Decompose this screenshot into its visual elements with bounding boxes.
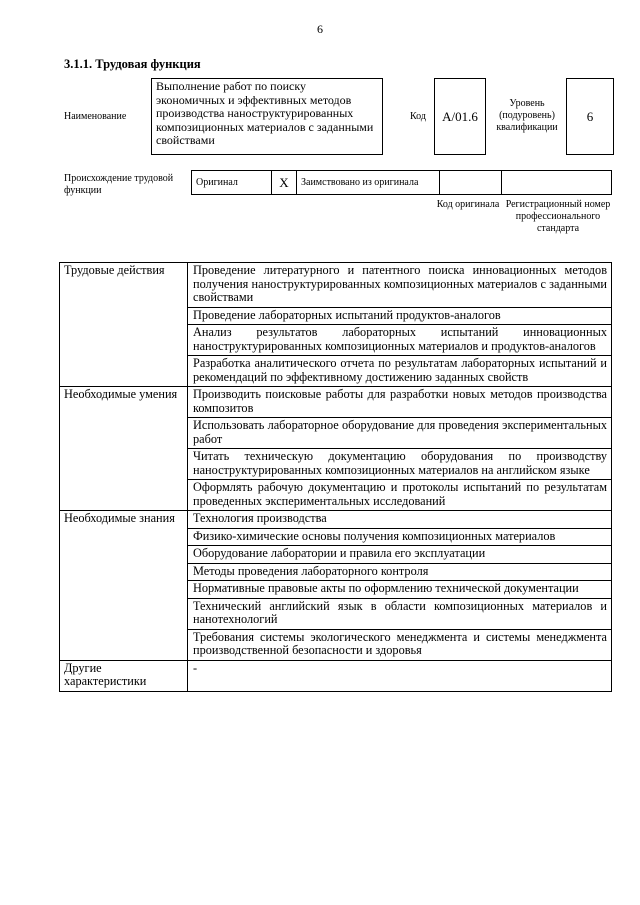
table-cell: Проведение лабораторных испытаний продуктов-аналогов <box>188 307 612 325</box>
row-label-other: Другие характеристики <box>60 660 188 691</box>
table-cell: Производить поисковые работы для разработки новых методов производства композитов <box>188 387 612 418</box>
table-cell: Оборудование лаборатории и правила его эксплуатации <box>188 546 612 564</box>
table-cell: Технический английский язык в области композиционных материалов и нанотехнологий <box>188 598 612 629</box>
table-cell: - <box>188 660 612 691</box>
original-mark: X <box>272 171 297 195</box>
origin-label: Происхождение трудовой функции <box>64 173 174 196</box>
code-value: A/01.6 <box>434 78 486 155</box>
function-name: Выполнение работ по поиску экономичных и эффективных методов производства наноструктурированных композиционных материалов с заданными свойствами <box>151 78 383 155</box>
table-cell: Разработка аналитического отчета по результатам лабораторных испытаний и рекомендаций по эффективному достижению заданных свойств <box>188 356 612 387</box>
page-number: 6 <box>317 22 323 36</box>
table-cell: Методы проведения лабораторного контроля <box>188 563 612 581</box>
borrowed-label: Заимствовано из оригинала <box>297 171 440 195</box>
origin-table <box>191 170 612 195</box>
name-label: Наименование <box>64 111 127 122</box>
function-table <box>59 262 612 692</box>
section-title: 3.1.1. Трудовая функция <box>64 57 201 71</box>
table-cell: Физико-химические основы получения композиционных материалов <box>188 528 612 546</box>
origin-reg-cell <box>502 171 612 195</box>
level-label: Уровень (подуровень) квалификации <box>496 98 558 133</box>
code-caption: Код оригинала <box>436 199 500 210</box>
table-cell: Нормативные правовые акты по оформлению технической документации <box>188 581 612 599</box>
original-label: Оригинал <box>192 171 272 195</box>
row-label-skills: Необходимые умения <box>60 387 188 511</box>
origin-code-cell <box>440 171 502 195</box>
table-cell: Анализ результатов лабораторных испытаний инновационных наноструктурированных композиционных материалов и продуктов-аналогов <box>188 325 612 356</box>
table-cell: Проведение литературного и патентного поиска инновационных методов получения наноструктурированных композиционных материалов с заданными свойствами <box>188 263 612 308</box>
level-value: 6 <box>566 78 614 155</box>
table-cell: Требования системы экологического менеджмента и системы менеджмента производственной безопасности и здоровья <box>188 629 612 660</box>
table-cell: Читать техническую документацию оборудования по производству наноструктурированных композиционных материалов на английском языке <box>188 449 612 480</box>
table-cell: Использовать лабораторное оборудование для проведения экспериментальных работ <box>188 418 612 449</box>
reg-caption: Регистрационный номер профессионального стандарта <box>505 199 611 234</box>
row-label-knowledge: Необходимые знания <box>60 511 188 661</box>
code-label: Код <box>410 111 426 122</box>
table-cell: Технология производства <box>188 511 612 529</box>
table-cell: Оформлять рабочую документацию и протоколы испытаний по результатам проведенных экспериментальных исследований <box>188 480 612 511</box>
row-label-actions: Трудовые действия <box>60 263 188 387</box>
